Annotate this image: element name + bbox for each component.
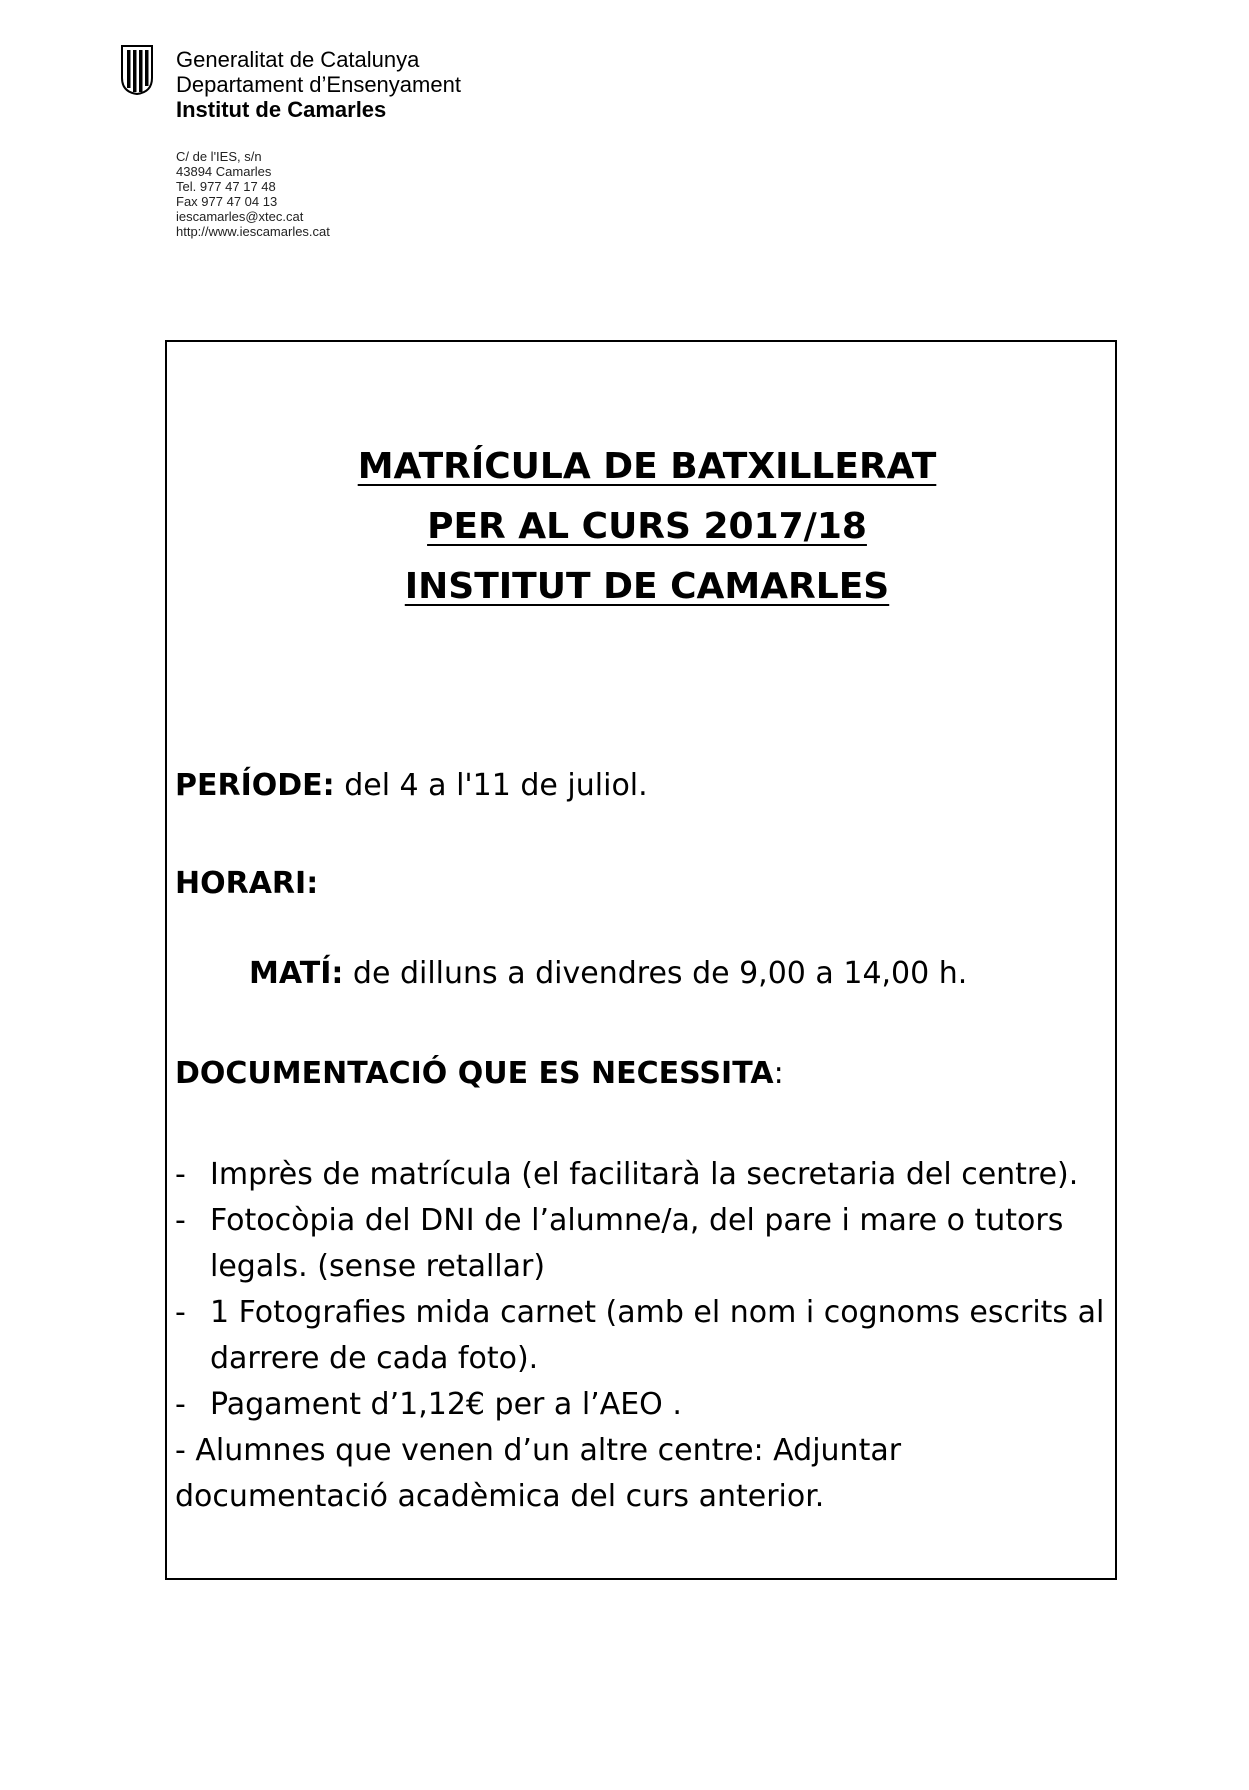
morning-row [249, 954, 967, 994]
period-label: PERÍODE: [175, 768, 335, 803]
contact-website: http://www.iescamarles.cat [176, 224, 330, 239]
list-dash: - [175, 1295, 186, 1330]
list-item [175, 1428, 1115, 1520]
morning-label: MATÍ: [249, 956, 344, 991]
notice-title [167, 437, 1127, 617]
period-value: del 4 a l'11 de juliol. [344, 768, 648, 803]
period-row [175, 766, 648, 806]
catalan-coat-of-arms-icon [120, 44, 154, 96]
contact-address: C/ de l'IES, s/n [176, 149, 262, 164]
notice-frame [165, 340, 1117, 1580]
title-line-3: INSTITUT DE CAMARLES [404, 566, 890, 607]
list-item-text: - Alumnes que venen d’un altre centre: Adjuntar documentació acadèmica del curs anterior. [175, 1433, 902, 1514]
contact-block [176, 149, 330, 239]
schedule-label: HORARI: [175, 866, 319, 901]
list-dash: - [175, 1387, 186, 1422]
list-item [175, 1290, 1115, 1382]
org-line-department: Departament d’Ensenyament [176, 72, 461, 97]
title-line-1: MATRÍCULA DE BATXILLERAT [357, 446, 937, 487]
docs-heading: DOCUMENTACIÓ QUE ES NECESSITA [175, 1056, 774, 1091]
list-dash: - [175, 1203, 186, 1238]
list-item-text: Imprès de matrícula (el facilitarà la secretaria del centre). [210, 1157, 1079, 1192]
list-item-text: Pagament d’1,12€ per a l’AEO . [210, 1387, 682, 1422]
list-item [175, 1382, 1115, 1428]
docs-heading-colon: : [773, 1056, 784, 1091]
org-line-institute: Institut de Camarles [176, 97, 387, 122]
list-item-text: Fotocòpia del DNI de l’alumne/a, del pare i mare o tutors legals. (sense retallar) [210, 1203, 1064, 1284]
contact-postcode: 43894 Camarles [176, 164, 272, 179]
title-line-2: PER AL CURS 2017/18 [427, 506, 867, 547]
list-item [175, 1198, 1115, 1290]
documents-list [175, 1152, 1115, 1520]
contact-email: iescamarles@xtec.cat [176, 209, 304, 224]
contact-fax: Fax 977 47 04 13 [176, 194, 278, 209]
organization-block [176, 47, 461, 122]
morning-value: de dilluns a divendres de 9,00 a 14,00 h. [352, 956, 968, 991]
schedule-row [175, 864, 318, 904]
list-item [175, 1152, 1115, 1198]
docs-heading-row [175, 1054, 784, 1094]
contact-phone: Tel. 977 47 17 48 [176, 179, 276, 194]
list-dash: - [175, 1157, 186, 1192]
org-line-generalitat: Generalitat de Catalunya [176, 47, 420, 72]
list-item-text: 1 Fotografies mida carnet (amb el nom i cognoms escrits al darrere de cada foto). [210, 1295, 1105, 1376]
